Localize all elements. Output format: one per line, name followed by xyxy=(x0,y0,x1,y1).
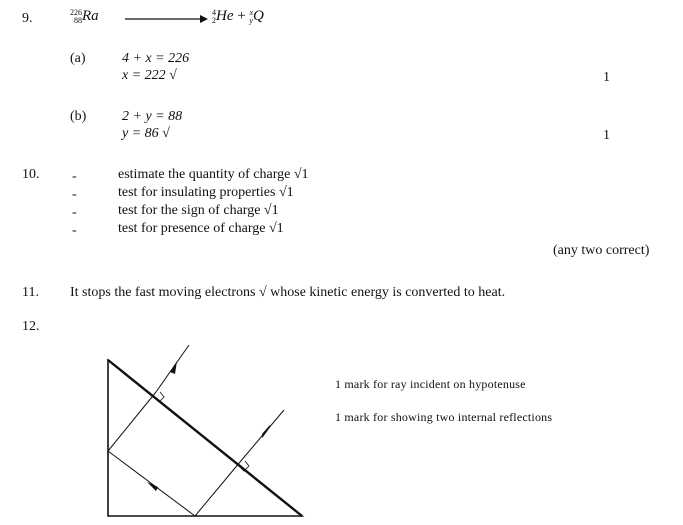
q10-bullet-1: - xyxy=(72,169,77,184)
reactant-nucleon-numbers: 226 88 xyxy=(70,7,82,25)
q10-number: 10. xyxy=(22,167,40,182)
q9-number: 9. xyxy=(22,11,33,26)
q10-item-4: test for presence of charge √1 xyxy=(118,221,284,236)
internal-ray-2-arrow xyxy=(147,482,158,491)
internal-ray-3 xyxy=(195,462,240,516)
product2-symbol: Q xyxy=(253,8,264,24)
emergent-ray-arrow xyxy=(262,426,270,437)
q9b-mark: 1 xyxy=(603,128,610,143)
q10-item-1: estimate the quantity of charge √1 xyxy=(118,167,309,182)
internal-ray-1 xyxy=(108,392,156,451)
product1-numbers: 4 2 xyxy=(212,7,216,25)
q12-note-1: 1 mark for ray incident on hypotenuse xyxy=(335,377,526,391)
prism-hypotenuse xyxy=(108,360,302,516)
q9a-mark: 1 xyxy=(603,70,610,85)
q10-note: (any two correct) xyxy=(553,243,650,258)
q10-item-3: test for the sign of charge √1 xyxy=(118,203,279,218)
q9a-label: (a) xyxy=(70,51,86,66)
q12-number: 12. xyxy=(22,319,40,334)
q11-number: 11. xyxy=(22,285,39,300)
q10-bullet-3: - xyxy=(72,205,77,220)
q10-bullet-4: - xyxy=(72,223,77,238)
plus-sign: + xyxy=(237,8,246,24)
q11-text: It stops the fast moving electrons √ whose kinetic energy is converted to heat. xyxy=(70,285,506,300)
product2-numbers: x y xyxy=(249,7,254,25)
reactant-symbol: Ra xyxy=(82,8,99,24)
incident-ray-arrow xyxy=(170,361,177,374)
product1-symbol: He xyxy=(216,8,234,24)
q9b-label: (b) xyxy=(70,109,87,124)
q10-bullet-2: - xyxy=(72,187,77,202)
q9b-line2: y = 86 √ xyxy=(122,126,170,141)
q9b-line1: 2 + y = 88 xyxy=(122,109,183,124)
q12-note-2: 1 mark for showing two internal reflections xyxy=(335,410,553,424)
q10-item-2: test for insulating properties √1 xyxy=(118,185,294,200)
q9a-line2: x = 222 √ xyxy=(122,68,177,83)
internal-ray-2 xyxy=(108,451,195,516)
q9a-line1: 4 + x = 226 xyxy=(122,51,190,66)
